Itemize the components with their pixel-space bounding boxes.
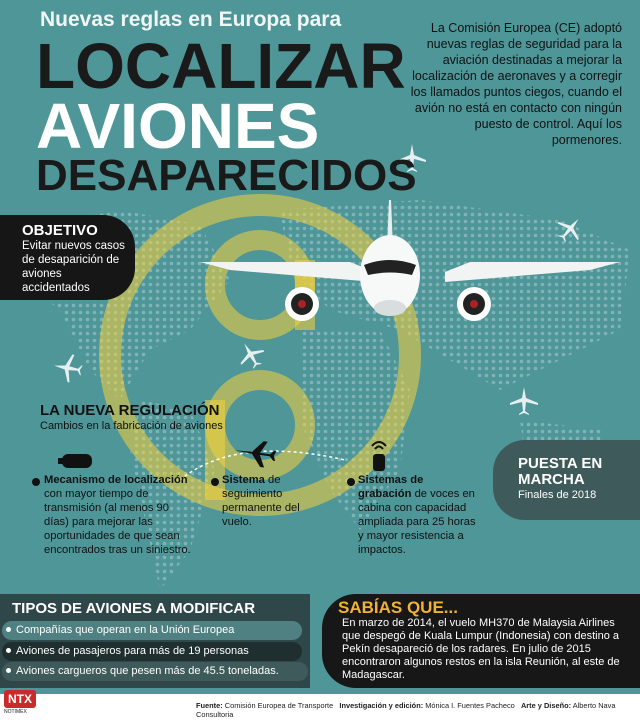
feature-grabacion-bold: Sistemas de grabación: [358, 474, 424, 500]
bullet-dot: [6, 668, 11, 673]
tipos-title: TIPOS DE AVIONES A MODIFICAR: [12, 600, 256, 617]
arte-label: Arte y Diseño:: [520, 701, 572, 710]
small-plane-icon: [49, 349, 86, 386]
feature-grabacion-text: de voces en cabina con capacidad ampliada para 25 horas y mayor resistencia a impactos.: [358, 488, 476, 556]
small-plane-icon: [508, 385, 540, 417]
feature-seguimiento-bold: Sistema: [222, 474, 265, 486]
feature-localizacion: [44, 473, 194, 557]
puesta-date: Finales de 2018: [518, 489, 597, 501]
tipos-item: [2, 642, 302, 661]
logo-sub: NOTIMEX: [4, 709, 27, 715]
investigacion-value: Mónica I. Fuentes Pacheco: [425, 701, 515, 710]
objetivo-title: OBJETIVO: [22, 222, 98, 239]
fuente-label: Fuente:: [196, 701, 223, 710]
feature-grabacion: [358, 473, 478, 557]
regulacion-title: LA NUEVA REGULACIÓN: [40, 402, 220, 419]
transmitter-icon: [58, 448, 98, 470]
investigacion-label: Investigación y edición:: [339, 701, 424, 710]
recorder-icon: [368, 438, 390, 472]
tipos-item: [2, 621, 302, 640]
plane-tracking-icon: [230, 435, 278, 471]
subtitle: Nuevas reglas en Europa para: [40, 8, 342, 31]
feature-seguimiento: [222, 473, 322, 529]
title-aviones: AVIONES: [36, 90, 320, 162]
feature-localizacion-bold: Mecanismo de localización: [44, 474, 188, 486]
bullet-dot: [6, 648, 11, 653]
tipos-item: [2, 662, 308, 681]
credits: [196, 701, 640, 719]
ntx-logo: [4, 690, 42, 716]
puesta-title: PUESTA EN MARCHA: [518, 455, 603, 488]
logo-text: NTX: [4, 690, 36, 708]
objetivo-text: Evitar nuevos casos de desaparición de aviones accidentados: [22, 240, 125, 294]
tipos-item-text: Aviones de pasajeros para más de 19 personas: [16, 645, 249, 657]
feature-seguimiento-text: de seguimiento permanente del vuelo.: [222, 474, 300, 528]
bullet-dot: [211, 478, 219, 486]
title-localizar: LOCALIZAR: [36, 30, 406, 102]
bullet-dot: [32, 478, 40, 486]
arte-value: Alberto Nava Consultoria: [196, 701, 616, 719]
title-desaparecidos: DESAPARECIDOS: [36, 151, 417, 200]
bullet-dot: [347, 478, 355, 486]
bullet-dot: [6, 627, 11, 632]
fuente-value: Comisión Europea de Transporte: [224, 701, 334, 710]
regulacion-subtitle: Cambios en la fabricación de aviones: [40, 420, 223, 432]
feature-localizacion-text: con mayor tiempo de transmisión (al menos 90 días) para mejorar las oportunidades de que sean encontrados tras un siniestro.: [44, 488, 191, 556]
sabias-title: SABÍAS QUE...: [338, 598, 458, 617]
tipos-item-text: Aviones cargueros que pesen más de 45.5 toneladas.: [16, 665, 279, 677]
airplane-front-icon: [190, 200, 630, 330]
intro-text: La Comisión Europea (CE) adoptó nuevas reglas de seguridad para la aviación destinadas a mejorar la localización de aeronaves y a corregir los llamados puntos ciegos, cuando el avión no está en contacto con ningún puesto de control. Aquí los pormenores.: [410, 21, 622, 147]
tipos-item-text: Compañías que operan en la Unión Europea: [16, 624, 235, 636]
sabias-text: En marzo de 2014, el vuelo MH370 de Malaysia Airlines que despegó de Kuala Lumpur (Indonesia) con destino a Pekín desapareció de los radares. En julio de 2015 encontraron algunos restos en la isla Reunión, al este de Madagascar.: [342, 617, 620, 681]
